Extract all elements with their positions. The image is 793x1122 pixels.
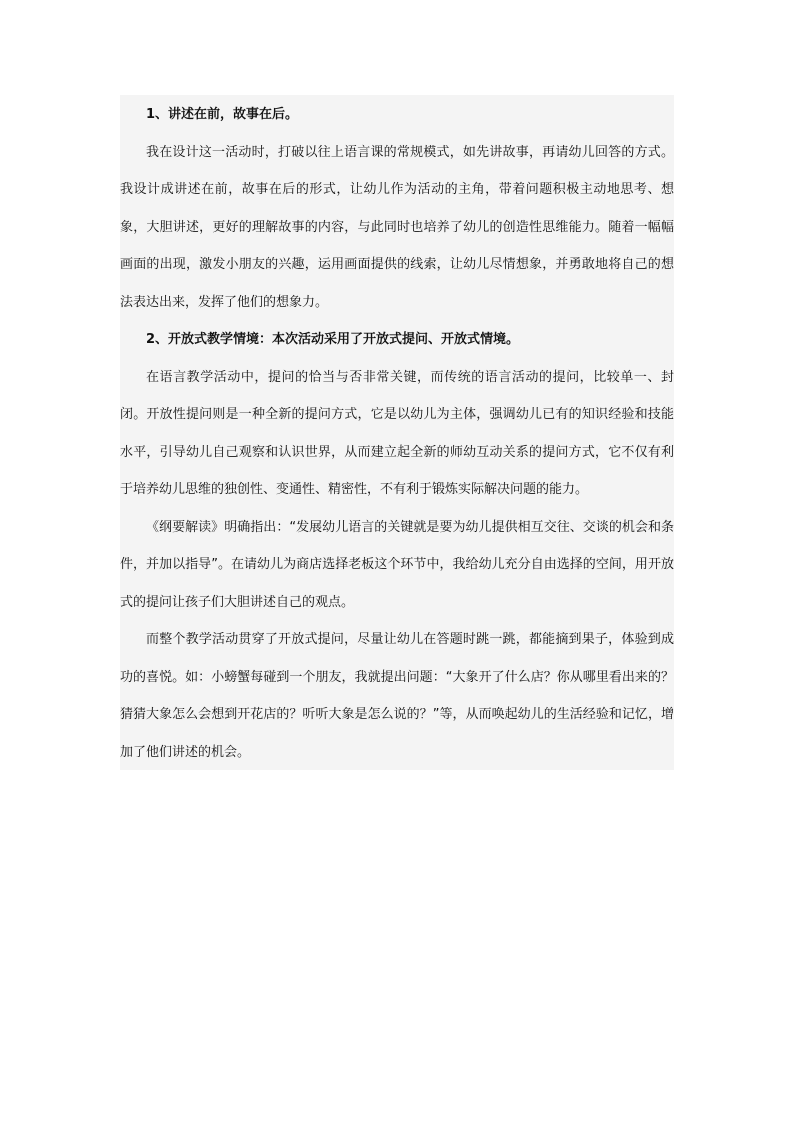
- paragraph-1: 我在设计这一活动时，打破以往上语言课的常规模式，如先讲故事，再请幼儿回答的方式。我设计成讲述在前，故事在后的形式，让幼儿作为活动的主角，带着问题积极主动地思考、想象，大胆讲述，更好的理解故事的内容，与此同时也培养了幼儿的创造性思维能力。随着一幅幅画面的出现，激发小朋友的兴趣，运用画面提供的线索，让幼儿尽情想象，并勇敢地将自己的想法表达出来，发挥了他们的想象力。: [120, 144, 674, 310]
- section-heading-1: 1、讲述在前，故事在后。: [146, 107, 299, 122]
- paragraph-4: 而整个教学活动贯穿了开放式提问，尽量让幼儿在答题时跳一跳，都能摘到果子，体验到成功的喜悦。如：小螃蟹每碰到一个朋友，我就提出问题：“大象开了什么店？你从哪里看出来的？猜猜大象怎么会想到开花店的？听听大象是怎么说的？”等，从而唤起幼儿的生活经验和记忆，增加了他们讲述的机会。: [120, 632, 674, 760]
- paragraph-2: 在语言教学活动中，提问的恰当与否非常关键，而传统的语言活动的提问，比较单一、封闭。开放性提问则是一种全新的提问方式，它是以幼儿为主体，强调幼儿已有的知识经验和技能水平，引导幼儿自己观察和认识世界，从而建立起全新的师幼互动关系的提问方式，它不仅有利于培养幼儿思维的独创性、变通性、精密性，不有利于锻炼实际解决问题的能力。: [120, 369, 674, 497]
- paragraph-3: 《纲要解读》明确指出：“发展幼儿语言的关键就是要为幼儿提供相互交往、交谈的机会和条件，并加以指导”。在请幼儿为商店选择老板这个环节中，我给幼儿充分自由选择的空间，用开放式的提问让孩子们大胆讲述自己的观点。: [120, 519, 674, 610]
- document-text-block: [120, 95, 674, 770]
- section-heading-2: 2、开放式教学情境：本次活动采用了开放式提问、开放式情境。: [146, 332, 520, 347]
